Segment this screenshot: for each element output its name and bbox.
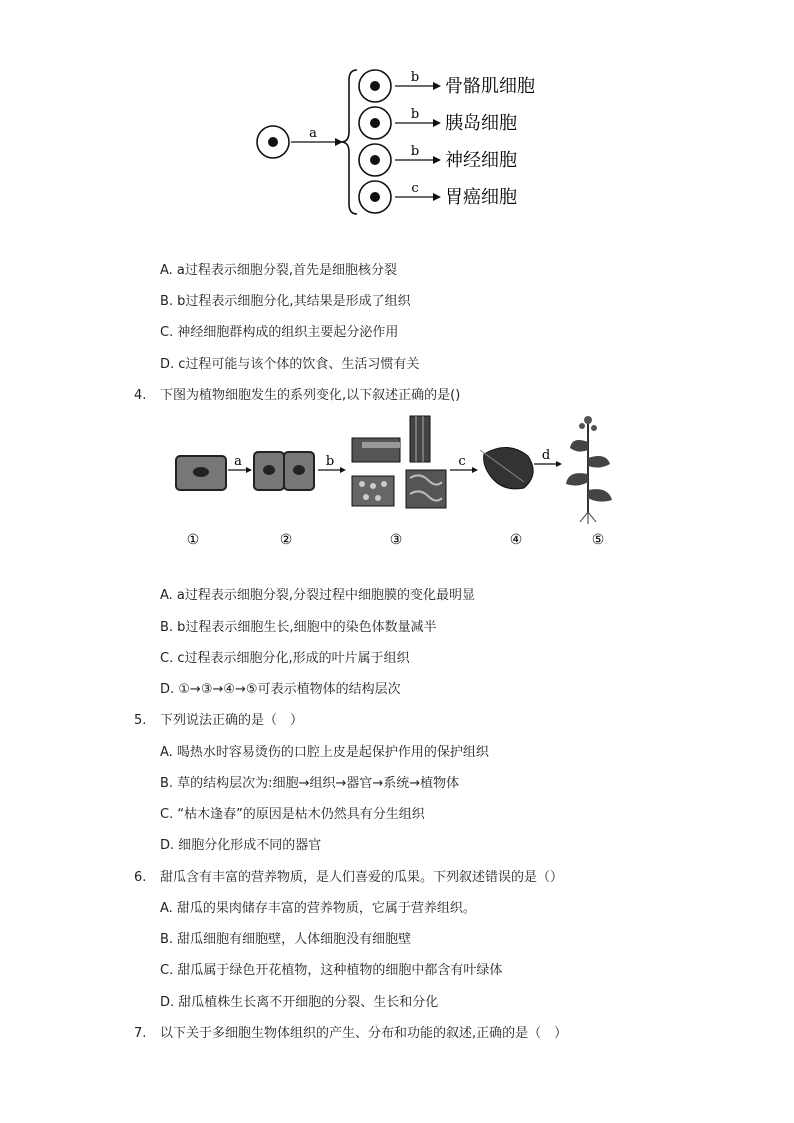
arrow-label: c (411, 181, 419, 196)
arrow-d-label: d (541, 448, 551, 463)
q3-option-a: A. a过程表示细胞分裂,首先是细胞核分裂 (160, 263, 398, 278)
q6-option-c: C. 甜瓜属于绿色开花植物，这种植物的细胞中都含有叶绿体 (160, 963, 503, 978)
q3-option-d: D. c过程可能与该个体的饮食、生活习惯有关 (160, 357, 420, 372)
q5-option-b: B. 草的结构层次为:细胞→组织→器官→系统→植物体 (160, 776, 460, 791)
q4-option-b: B. b过程表示细胞生长,细胞中的染色体数量减半 (160, 620, 437, 635)
q5-option-a: A. 喝热水时容易烫伤的口腔上皮是起保护作用的保护组织 (160, 745, 489, 760)
stage-2-cells (254, 452, 314, 490)
q6-option-a: A. 甜瓜的果肉储存丰富的营养物质，它属于营养组织。 (160, 901, 476, 916)
q4-stem: 下图为植物细胞发生的系列变化,以下叙述正确的是() (160, 388, 461, 403)
arrow-a-label: a (234, 454, 242, 469)
stage-4-leaf (480, 447, 533, 488)
q6-option-b: B. 甜瓜细胞有细胞壁，人体细胞没有细胞壁 (160, 932, 412, 947)
diff-row-4 (359, 181, 517, 213)
figure-plant-development (168, 412, 628, 552)
stage-3-tissues (352, 416, 446, 508)
q5-stem: 下列说法正确的是（ ） (160, 713, 304, 728)
diff-row-1 (359, 70, 535, 102)
arrow-b-label: b (325, 454, 335, 469)
figure-cell-differentiation (245, 58, 565, 226)
diff-row-2 (359, 107, 517, 139)
origin-cell (257, 126, 289, 158)
arrow-label: b (410, 70, 420, 85)
q7-number: 7. (134, 1026, 147, 1041)
q4-option-a: A. a过程表示细胞分裂,分裂过程中细胞膜的变化最明显 (160, 588, 476, 603)
stage-number-5: ⑤ (591, 532, 605, 548)
q4-option-c: C. c过程表示细胞分化,形成的叶片属于组织 (160, 651, 410, 666)
q7-stem: 以下关于多细胞生物体组织的产生、分布和功能的叙述,正确的是（ ） (160, 1026, 568, 1041)
arrow-c-label: c (458, 454, 466, 469)
diff-row-3 (359, 144, 517, 176)
cell-label-islet: 胰岛细胞 (445, 113, 517, 134)
q6-number: 6. (134, 870, 147, 885)
q6-option-d: D. 甜瓜植株生长离不开细胞的分裂、生长和分化 (160, 995, 439, 1010)
stage-number-3: ③ (389, 532, 403, 548)
arrow-label: b (410, 144, 420, 159)
q4-number: 4. (134, 388, 147, 403)
q5-option-c: C. “枯木逢春”的原因是枯木仍然具有分生组织 (160, 807, 425, 822)
stage-1-cell (176, 456, 226, 490)
cell-label-gastric-cancer: 胃癌细胞 (445, 187, 517, 208)
q4-option-d: D. ①→③→④→⑤可表示植物体的结构层次 (160, 682, 401, 697)
arrow-label: b (410, 107, 420, 122)
arrow-a-label: a (309, 126, 317, 141)
q3-option-b: B. b过程表示细胞分化,其结果是形成了组织 (160, 294, 411, 309)
cell-label-skeletal-muscle: 骨骼肌细胞 (445, 76, 535, 97)
q5-number: 5. (134, 713, 147, 728)
q5-option-d: D. 细胞分化形成不同的器官 (160, 838, 322, 853)
cell-label-nerve: 神经细胞 (445, 150, 517, 171)
q3-option-c: C. 神经细胞群构成的组织主要起分泌作用 (160, 325, 399, 340)
stage-5-plant (566, 416, 612, 524)
q6-stem: 甜瓜含有丰富的营养物质，是人们喜爱的瓜果。下列叙述错误的是（） (160, 870, 564, 885)
stage-number-4: ④ (509, 532, 523, 548)
stage-number-1: ① (186, 532, 200, 548)
stage-number-2: ② (279, 532, 293, 548)
